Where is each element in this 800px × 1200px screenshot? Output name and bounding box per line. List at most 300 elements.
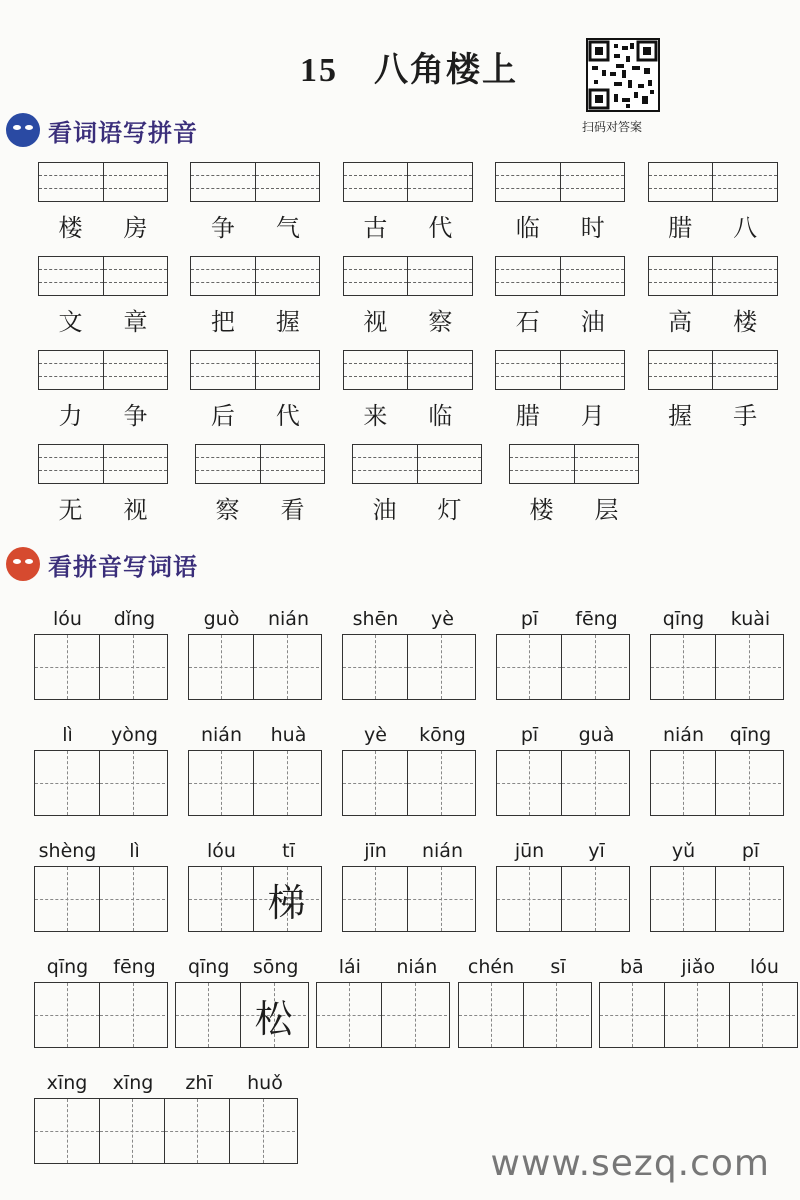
pinyin-cell[interactable] <box>104 351 168 389</box>
word-character: 油 <box>372 496 397 524</box>
tianzi-cell[interactable] <box>176 983 241 1047</box>
pinyin-answer-box[interactable] <box>38 162 168 202</box>
pinyin-label <box>650 828 784 862</box>
word-item <box>648 256 800 350</box>
pinyin-answer-box[interactable] <box>509 444 639 484</box>
pinyin-cell[interactable] <box>104 257 168 295</box>
pinyin-label <box>34 944 168 978</box>
tianzi-cell[interactable] <box>100 983 165 1047</box>
character-answer-box[interactable] <box>342 634 476 700</box>
tianzi-cell[interactable] <box>408 867 473 931</box>
tianzi-cell[interactable] <box>497 751 562 815</box>
section-header-pinyin-to-word <box>6 544 198 584</box>
lesson-title <box>300 42 518 91</box>
word-item <box>342 828 496 944</box>
pinyin-answer-box[interactable] <box>495 162 625 202</box>
character-answer-box[interactable] <box>599 982 798 1048</box>
pinyin-cell[interactable] <box>561 351 625 389</box>
tianzi-cell[interactable] <box>408 635 473 699</box>
pinyin-syllable: yè <box>364 724 387 746</box>
given-character <box>165 1099 229 1163</box>
word-item <box>495 350 647 444</box>
exercise-row <box>34 712 800 828</box>
exercise-row <box>34 828 800 944</box>
character-answer-box[interactable] <box>650 866 784 932</box>
pinyin-answer-box[interactable] <box>38 444 168 484</box>
word-item <box>190 162 342 256</box>
word-character: 楼 <box>58 214 83 242</box>
pinyin-label <box>342 596 476 630</box>
word-character: 代 <box>428 214 453 242</box>
tianzi-cell[interactable] <box>254 867 319 931</box>
section-header-word-to-pinyin <box>6 110 198 150</box>
word-item <box>195 444 352 538</box>
pinyin-syllable: lì <box>129 840 140 862</box>
pinyin-cell[interactable] <box>344 351 409 389</box>
tianzi-cell[interactable] <box>408 751 473 815</box>
opera-mask-icon <box>6 547 40 581</box>
character-answer-box[interactable] <box>342 866 476 932</box>
word-item <box>34 828 188 944</box>
tianzi-cell[interactable] <box>497 867 562 931</box>
word-item <box>343 162 495 256</box>
pinyin-label <box>34 596 168 630</box>
pinyin-label <box>650 712 784 746</box>
word-character: 握 <box>275 308 300 336</box>
pinyin-syllable: sī <box>550 956 566 978</box>
word-item <box>38 162 190 256</box>
pinyin-answer-box[interactable] <box>190 162 320 202</box>
pinyin-syllable: qīng <box>46 956 89 978</box>
tianzi-cell[interactable] <box>343 635 408 699</box>
pinyin-syllable: lóu <box>207 840 236 862</box>
pinyin-cell[interactable] <box>256 257 320 295</box>
pinyin-label <box>342 828 476 862</box>
word-character: 章 <box>123 308 148 336</box>
tianzi-cell[interactable] <box>189 867 254 931</box>
word-item <box>495 256 647 350</box>
pinyin-answer-box[interactable] <box>343 350 473 390</box>
pinyin-cell[interactable] <box>104 445 168 483</box>
pinyin-syllable: huà <box>270 724 307 746</box>
pinyin-cell[interactable] <box>713 257 777 295</box>
pinyin-answer-box[interactable] <box>495 350 625 390</box>
pinyin-label <box>175 944 309 978</box>
given-character <box>730 983 795 1047</box>
given-character <box>317 983 381 1047</box>
pinyin-syllable: jūn <box>514 840 545 862</box>
pinyin-label <box>496 712 630 746</box>
pinyin-syllable: fēng <box>113 956 156 978</box>
given-character <box>600 983 664 1047</box>
pinyin-syllable: shèng <box>38 840 97 862</box>
character-answer-box[interactable] <box>34 634 168 700</box>
word-character: 察 <box>428 308 453 336</box>
pinyin-syllable: jīn <box>364 840 387 862</box>
pinyin-cell[interactable] <box>418 445 482 483</box>
pinyin-exercise-grid <box>38 162 800 538</box>
word-label <box>495 302 625 337</box>
word-item <box>495 162 647 256</box>
pinyin-cell[interactable] <box>510 445 575 483</box>
character-answer-box[interactable] <box>316 982 450 1048</box>
tianzi-cell[interactable] <box>382 983 447 1047</box>
pinyin-syllable: pī <box>520 724 539 746</box>
given-character <box>100 751 165 815</box>
pinyin-answer-box[interactable] <box>195 444 325 484</box>
word-character: 握 <box>668 402 693 430</box>
given-character <box>35 1099 99 1163</box>
word-character: 腊 <box>515 402 540 430</box>
tianzi-cell[interactable] <box>100 751 165 815</box>
pinyin-cell[interactable] <box>191 257 256 295</box>
given-character <box>343 867 407 931</box>
given-character <box>562 635 627 699</box>
pinyin-syllable: dǐng <box>113 608 156 630</box>
word-character: 文 <box>58 308 83 336</box>
given-character <box>35 983 99 1047</box>
pinyin-label <box>188 596 322 630</box>
given-character <box>562 751 627 815</box>
pinyin-syllable: lì <box>62 724 73 746</box>
pinyin-cell[interactable] <box>39 445 104 483</box>
word-label <box>195 490 325 525</box>
pinyin-cell[interactable] <box>496 163 561 201</box>
given-character <box>408 751 473 815</box>
pinyin-syllable: nián <box>396 956 438 978</box>
watermark: www.sezq.com <box>490 1143 770 1184</box>
pinyin-cell[interactable] <box>408 163 472 201</box>
word-label <box>190 396 320 431</box>
tianzi-cell[interactable] <box>35 635 100 699</box>
word-item <box>190 350 342 444</box>
pinyin-syllable: chén <box>467 956 515 978</box>
tianzi-cell[interactable] <box>189 635 254 699</box>
character-answer-box[interactable] <box>496 866 630 932</box>
given-character <box>497 867 561 931</box>
word-item <box>343 256 495 350</box>
word-character: 腊 <box>668 214 693 242</box>
tianzi-cell[interactable] <box>100 635 165 699</box>
tianzi-cell[interactable] <box>343 867 408 931</box>
pinyin-cell[interactable] <box>104 163 168 201</box>
given-character <box>382 983 447 1047</box>
tianzi-cell[interactable] <box>189 751 254 815</box>
tianzi-cell[interactable] <box>600 983 665 1047</box>
pinyin-cell[interactable] <box>649 351 714 389</box>
pinyin-cell[interactable] <box>496 351 561 389</box>
pinyin-label <box>34 828 168 862</box>
given-character <box>189 867 253 931</box>
word-label <box>648 302 778 337</box>
pinyin-syllable: bā <box>619 956 644 978</box>
pinyin-syllable: yǔ <box>671 840 696 862</box>
word-character: 层 <box>594 496 619 524</box>
pinyin-cell[interactable] <box>39 163 104 201</box>
pinyin-syllable: huǒ <box>247 1072 283 1094</box>
pinyin-label <box>599 944 798 978</box>
tianzi-cell[interactable] <box>716 751 781 815</box>
qr-code[interactable] <box>586 38 660 112</box>
given-character <box>35 751 99 815</box>
character-answer-box[interactable] <box>188 750 322 816</box>
pinyin-cell[interactable] <box>39 351 104 389</box>
word-label <box>38 490 168 525</box>
word-character: 气 <box>275 214 300 242</box>
pinyin-syllable: tī <box>282 840 295 862</box>
pinyin-syllable: lóu <box>750 956 779 978</box>
word-item <box>648 350 800 444</box>
character-answer-box[interactable] <box>496 750 630 816</box>
given-character <box>408 635 473 699</box>
exercise-row <box>38 350 800 444</box>
pinyin-syllable: qīng <box>729 724 772 746</box>
pinyin-cell[interactable] <box>344 257 409 295</box>
word-item <box>34 712 188 828</box>
pinyin-syllable: nián <box>200 724 242 746</box>
word-character: 楼 <box>529 496 554 524</box>
word-item <box>188 828 342 944</box>
given-character <box>651 751 715 815</box>
pinyin-label <box>188 828 322 862</box>
pinyin-label <box>458 944 592 978</box>
word-character: 来 <box>363 402 388 430</box>
tianzi-cell[interactable] <box>651 867 716 931</box>
pinyin-cell[interactable] <box>496 257 561 295</box>
pinyin-answer-box[interactable] <box>648 256 778 296</box>
character-answer-box[interactable] <box>342 750 476 816</box>
given-character: 梯 <box>267 880 306 925</box>
word-character: 灯 <box>437 496 462 524</box>
pinyin-label <box>34 1060 298 1094</box>
given-character <box>343 751 407 815</box>
character-answer-box[interactable] <box>34 1098 298 1164</box>
word-character: 油 <box>580 308 605 336</box>
pinyin-answer-box[interactable] <box>648 162 778 202</box>
word-character: 临 <box>515 214 540 242</box>
pinyin-cell[interactable] <box>191 351 256 389</box>
word-item <box>188 712 342 828</box>
tianzi-cell[interactable] <box>254 635 319 699</box>
exercise-row <box>38 444 800 538</box>
pinyin-cell[interactable] <box>256 163 320 201</box>
pinyin-cell[interactable] <box>408 351 472 389</box>
given-character <box>230 1099 295 1163</box>
pinyin-cell[interactable] <box>39 257 104 295</box>
word-label <box>343 208 473 243</box>
pinyin-cell[interactable] <box>649 257 714 295</box>
pinyin-cell[interactable] <box>575 445 639 483</box>
word-character: 力 <box>58 402 83 430</box>
tianzi-cell[interactable] <box>651 635 716 699</box>
given-character <box>651 635 715 699</box>
tianzi-cell[interactable] <box>665 983 730 1047</box>
word-character: 争 <box>210 214 235 242</box>
exercise-row <box>38 256 800 350</box>
pinyin-syllable: sōng <box>252 956 299 978</box>
word-item <box>34 596 188 712</box>
tianzi-cell[interactable] <box>651 751 716 815</box>
tianzi-cell[interactable] <box>254 751 319 815</box>
tianzi-cell[interactable] <box>230 1099 295 1163</box>
word-item <box>648 162 800 256</box>
exercise-row <box>34 944 800 1060</box>
tianzi-cell[interactable] <box>562 635 627 699</box>
opera-mask-icon <box>6 113 40 147</box>
tianzi-cell[interactable] <box>524 983 589 1047</box>
pinyin-cell[interactable] <box>344 163 409 201</box>
pinyin-syllable: nián <box>267 608 309 630</box>
word-item <box>342 596 496 712</box>
pinyin-label <box>188 712 322 746</box>
pinyin-cell[interactable] <box>561 163 625 201</box>
given-character <box>100 867 165 931</box>
word-item <box>496 712 650 828</box>
character-answer-box[interactable] <box>650 750 784 816</box>
tianzi-cell[interactable] <box>317 983 382 1047</box>
pinyin-syllable: guò <box>203 608 240 630</box>
word-item <box>34 1060 322 1176</box>
pinyin-cell[interactable] <box>408 257 472 295</box>
given-character <box>716 867 781 931</box>
given-character <box>100 1099 164 1163</box>
tianzi-cell[interactable] <box>562 867 627 931</box>
pinyin-answer-box[interactable] <box>38 350 168 390</box>
pinyin-label <box>316 944 450 978</box>
character-answer-box[interactable] <box>34 750 168 816</box>
word-label <box>648 396 778 431</box>
tianzi-cell[interactable] <box>562 751 627 815</box>
pinyin-syllable: lóu <box>53 608 82 630</box>
given-character <box>254 635 319 699</box>
tianzi-cell[interactable] <box>459 983 524 1047</box>
pinyin-cell[interactable] <box>191 163 256 201</box>
word-label <box>38 396 168 431</box>
pinyin-answer-box[interactable] <box>343 256 473 296</box>
exercise-row <box>34 596 800 712</box>
pinyin-cell[interactable] <box>649 163 714 201</box>
character-answer-box[interactable] <box>34 982 168 1048</box>
pinyin-syllable: qīng <box>662 608 705 630</box>
word-label <box>38 208 168 243</box>
tianzi-cell[interactable] <box>35 751 100 815</box>
word-character: 视 <box>363 308 388 336</box>
given-character <box>459 983 523 1047</box>
word-item <box>458 944 599 1060</box>
pinyin-answer-box[interactable] <box>190 350 320 390</box>
given-character <box>189 751 253 815</box>
pinyin-syllable: yòng <box>111 724 158 746</box>
word-item <box>38 350 190 444</box>
pinyin-cell[interactable] <box>261 445 325 483</box>
given-character: 松 <box>254 996 293 1041</box>
given-character <box>100 983 165 1047</box>
character-answer-box[interactable] <box>188 866 322 932</box>
pinyin-label <box>34 712 168 746</box>
word-character: 临 <box>428 402 453 430</box>
tianzi-cell[interactable] <box>100 867 165 931</box>
tianzi-cell[interactable] <box>716 635 781 699</box>
tianzi-cell[interactable] <box>165 1099 230 1163</box>
pinyin-syllable: guà <box>578 724 615 746</box>
exercise-row <box>38 162 800 256</box>
pinyin-cell[interactable] <box>196 445 261 483</box>
pinyin-syllable: nián <box>421 840 463 862</box>
word-item <box>38 444 195 538</box>
word-label <box>190 302 320 337</box>
pinyin-label <box>650 596 784 630</box>
section-title: 看词语写拼音 <box>48 118 198 147</box>
word-item <box>38 256 190 350</box>
word-label <box>190 208 320 243</box>
pinyin-cell[interactable] <box>713 163 777 201</box>
tianzi-cell[interactable] <box>35 1099 100 1163</box>
word-item <box>352 444 509 538</box>
given-character <box>524 983 589 1047</box>
pinyin-syllable: fēng <box>575 608 618 630</box>
character-answer-box[interactable] <box>496 634 630 700</box>
pinyin-cell[interactable] <box>256 351 320 389</box>
character-answer-box[interactable] <box>175 982 309 1048</box>
word-character: 时 <box>580 214 605 242</box>
pinyin-syllable: shēn <box>352 608 399 630</box>
word-item <box>650 712 800 828</box>
word-character: 石 <box>515 308 540 336</box>
tianzi-cell[interactable] <box>241 983 306 1047</box>
lesson-name: 八角楼上 <box>374 50 518 90</box>
given-character <box>254 751 319 815</box>
pinyin-answer-box[interactable] <box>38 256 168 296</box>
word-item <box>190 256 342 350</box>
pinyin-answer-box[interactable] <box>343 162 473 202</box>
character-answer-box[interactable] <box>34 866 168 932</box>
word-character: 房 <box>123 214 148 242</box>
pinyin-cell[interactable] <box>713 351 777 389</box>
pinyin-answer-box[interactable] <box>648 350 778 390</box>
given-character <box>35 635 99 699</box>
word-label <box>495 396 625 431</box>
tianzi-cell[interactable] <box>497 635 562 699</box>
tianzi-cell[interactable] <box>100 1099 165 1163</box>
pinyin-syllable: pī <box>520 608 539 630</box>
character-answer-box[interactable] <box>650 634 784 700</box>
pinyin-cell[interactable] <box>561 257 625 295</box>
pinyin-answer-box[interactable] <box>495 256 625 296</box>
tianzi-cell[interactable] <box>35 983 100 1047</box>
pinyin-answer-box[interactable] <box>352 444 482 484</box>
word-label <box>343 302 473 337</box>
word-item <box>342 712 496 828</box>
lesson-number: 15 <box>300 52 338 89</box>
tianzi-cell[interactable] <box>730 983 795 1047</box>
character-writing-grid <box>34 596 800 1176</box>
character-answer-box[interactable] <box>188 634 322 700</box>
word-label <box>648 208 778 243</box>
pinyin-answer-box[interactable] <box>190 256 320 296</box>
pinyin-cell[interactable] <box>353 445 418 483</box>
word-character: 察 <box>215 496 240 524</box>
tianzi-cell[interactable] <box>343 751 408 815</box>
word-label <box>352 490 482 525</box>
word-item <box>496 828 650 944</box>
section-title: 看拼音写词语 <box>48 552 198 581</box>
pinyin-syllable: xīng <box>112 1072 154 1094</box>
character-answer-box[interactable] <box>458 982 592 1048</box>
tianzi-cell[interactable] <box>716 867 781 931</box>
tianzi-cell[interactable] <box>35 867 100 931</box>
given-character <box>189 635 253 699</box>
pinyin-syllable: pī <box>741 840 760 862</box>
